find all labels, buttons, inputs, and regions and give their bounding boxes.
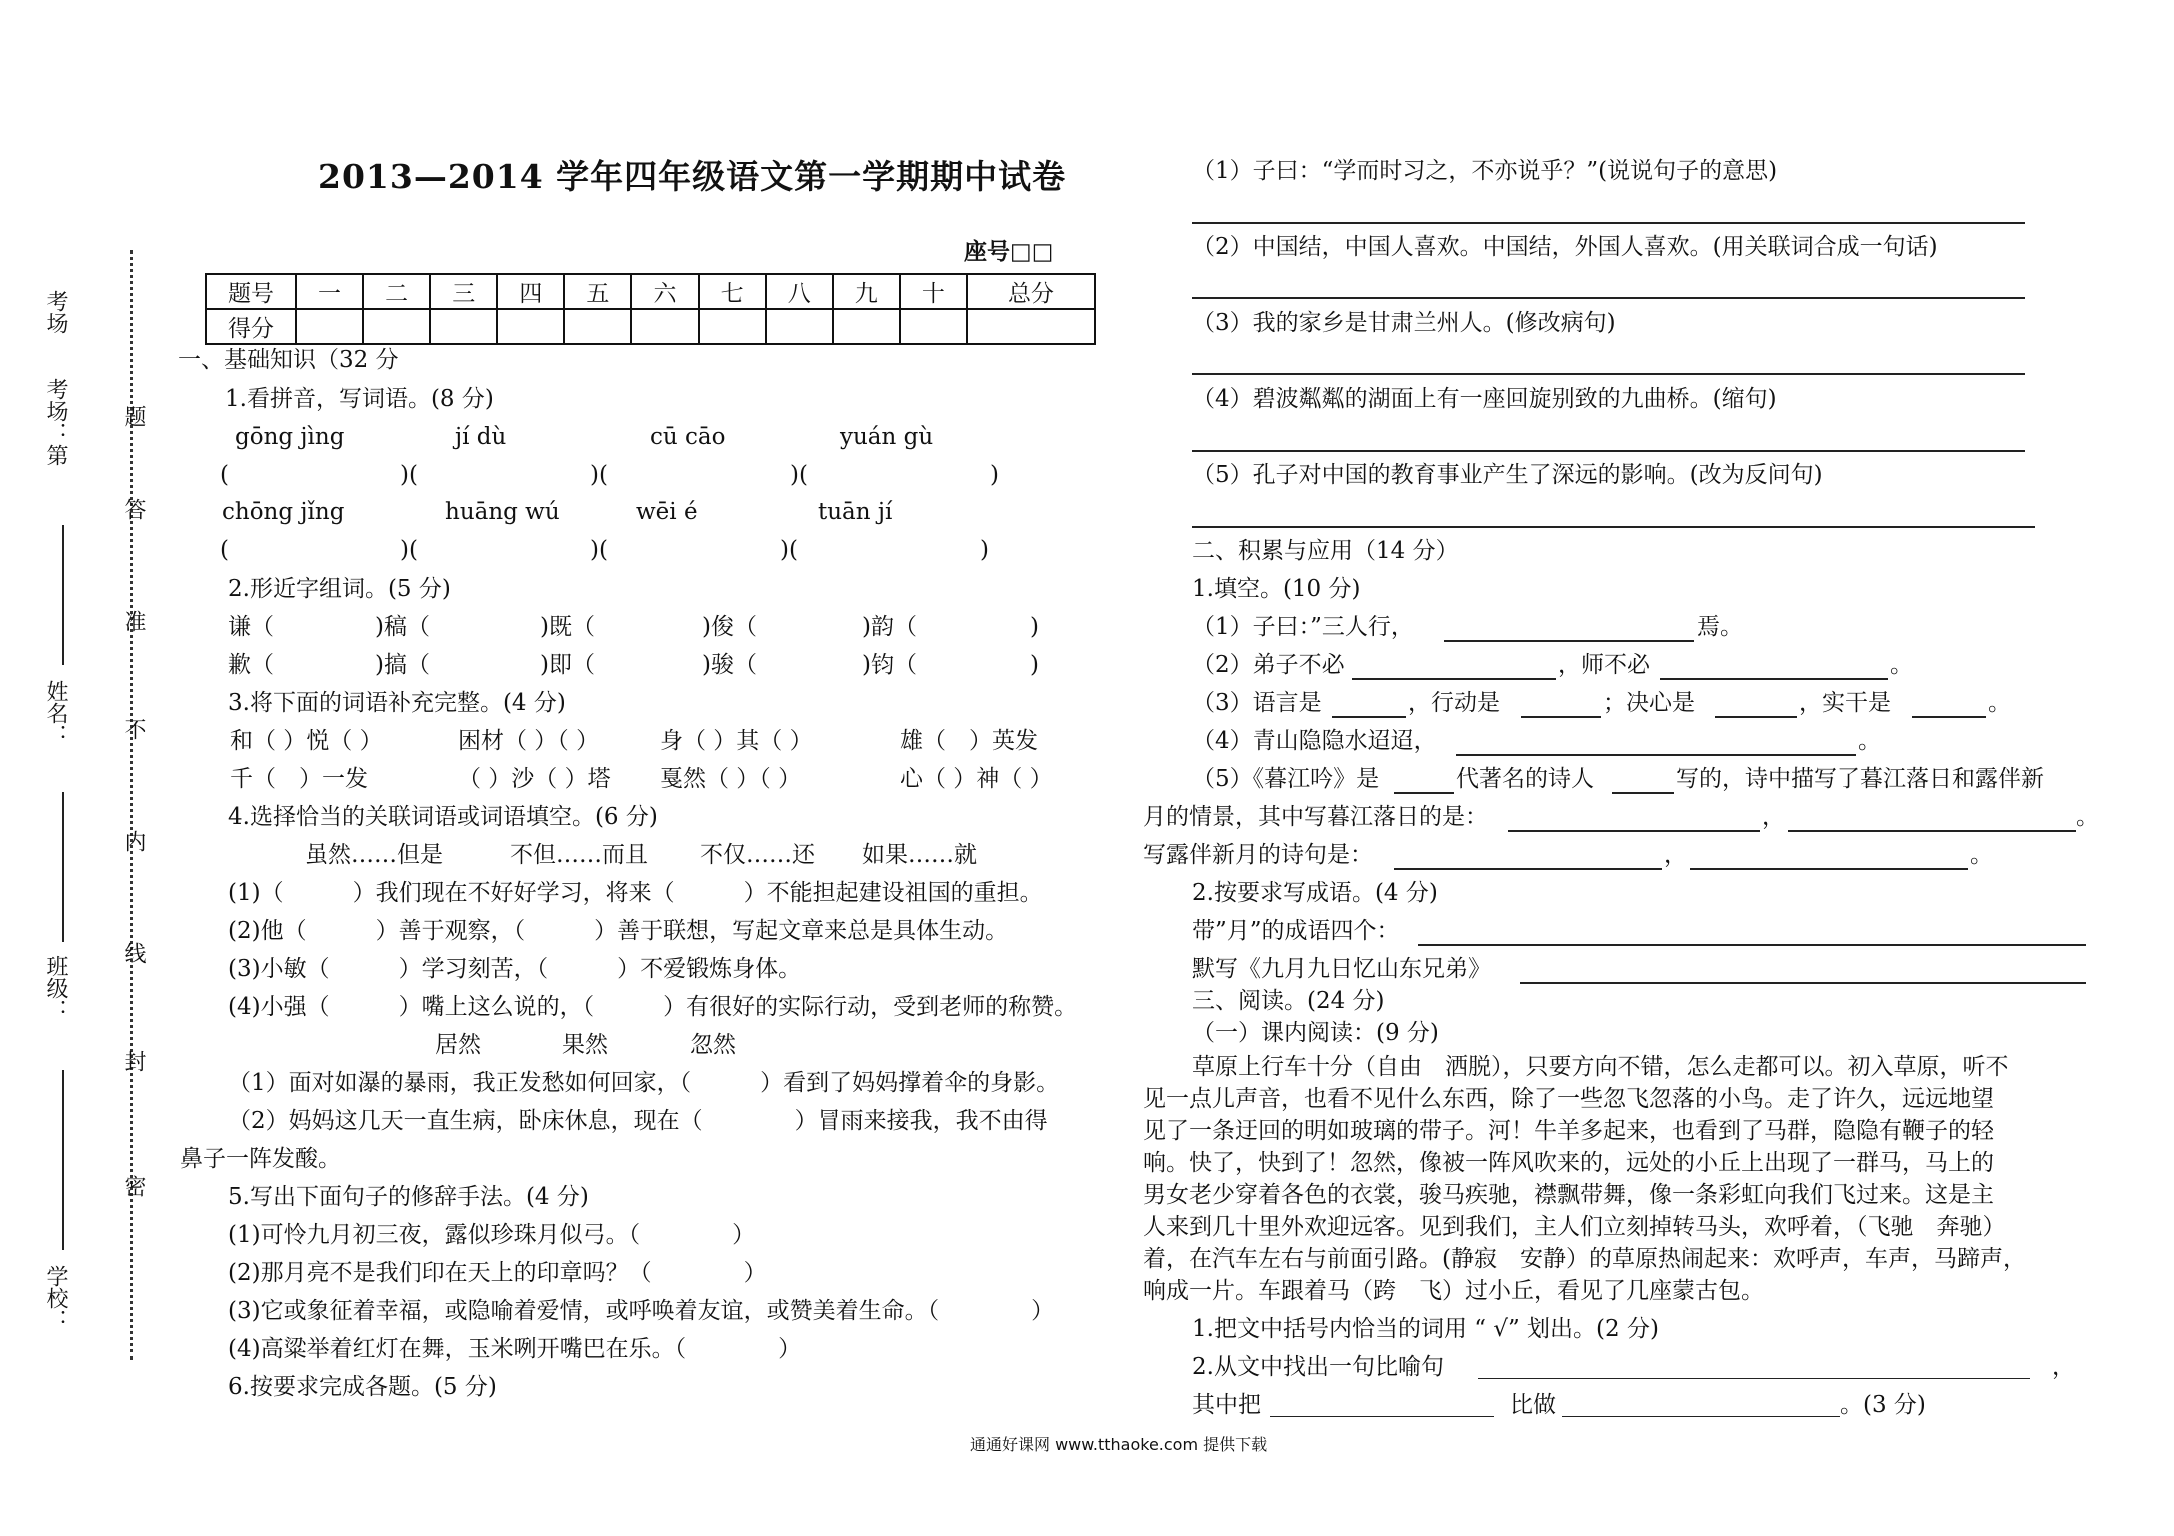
blank-line [1508, 830, 1760, 832]
q2-item: ) [1030, 614, 1039, 640]
passage-line: 草原上行车十分（自由 洒脱），只要方向不错，怎么走都可以。初入草原，听不 [1192, 1054, 2009, 1080]
pinyin-2: jí dù [455, 424, 507, 450]
q3-item: 困材（ ）（ ） [458, 728, 600, 754]
q5-heading: 5.写出下面句子的修辞手法。(4 分) [228, 1184, 589, 1210]
idiom-heading: 2.按要求写成语。(4 分) [1192, 880, 1438, 906]
passage-line: 见了一条迂回的明如玻璃的带子。河！牛羊多起来，也看到了马群，隐隐有鞭子的轻 [1143, 1118, 1994, 1144]
fill-1-end: 焉。 [1697, 614, 1743, 640]
q6-4: （4）碧波粼粼的湖面上有一座回旋别致的九曲桥。(缩句) [1192, 386, 1777, 412]
q3-item: 和（ ）悦（ ） [230, 728, 383, 754]
q6-3: （3）我的家乡是甘肃兰州人。(修改病句) [1192, 310, 1616, 336]
q4-sentence-2: (2)他（ ）善于观察，（ ）善于联想，写起文章来总是具体生动。 [228, 918, 1009, 944]
cell-total: 总分 [967, 274, 1095, 309]
fill-5-i: 。 [1970, 842, 1993, 868]
cell-q2: 二 [363, 274, 430, 309]
cell-q9: 九 [833, 274, 900, 309]
fill-5-f: 。 [2076, 804, 2099, 830]
passage-line: 响成一片。车跟着马（跨 飞）过小丘，看见了几座蒙古包。 [1143, 1278, 1764, 1304]
cell-q5: 五 [564, 274, 631, 309]
q4-sentence-3: (3)小敏（ ）学习刻苦，（ ）不爱锻炼身体。 [228, 956, 802, 982]
section-3-heading: 三、阅读。(24 分) [1192, 988, 1385, 1014]
fill-4-text: （4）青山隐隐水迢迢， [1192, 728, 1437, 754]
q4-option: 忽然 [690, 1032, 736, 1058]
q2-item: 歉（ [228, 652, 274, 678]
score-header-row [206, 274, 1095, 309]
score-cell [833, 309, 900, 344]
pinyin-5: chōng jǐng [222, 499, 345, 525]
answer-line [1192, 450, 2025, 452]
passage-line: 见一点儿声音，也看不见什么东西，除了一些忽飞忽落的小鸟。走了许久，远远地望 [1143, 1086, 1994, 1112]
score-cell [363, 309, 430, 344]
q6-1: （1）子曰：“学而时习之，不亦说乎？”(说说句子的意思) [1192, 158, 1778, 184]
q3-item: （ ）沙（ ）塔 [458, 766, 611, 792]
fill-5-b: 代著名的诗人 [1456, 766, 1594, 792]
footer-credit: 通通好课网 www.tthaoke.com 提供下载 [970, 1435, 1268, 1454]
blank-line [1562, 1416, 1840, 1417]
reading-q2-b: ， [2052, 1354, 2075, 1380]
q4-option: 如果……就 [862, 842, 977, 868]
q4-option: 不但……而且 [510, 842, 648, 868]
seal-char-2: 答 [121, 498, 146, 520]
blank-line [1715, 716, 1797, 718]
fill-heading: 1.填空。(10 分) [1192, 576, 1361, 602]
score-value-row [206, 309, 1095, 344]
q4-option: 居然 [435, 1032, 481, 1058]
q3-item: 千（ ）一发 [230, 766, 368, 792]
fill-5-h: ， [1664, 842, 1687, 868]
blank-line [1352, 678, 1556, 680]
q5-sentence-2: (2)那月亮不是我们印在天上的印章吗？（ ） [228, 1260, 767, 1286]
cell-tihao: 题号 [206, 274, 296, 309]
q2-item: )既（ [540, 614, 595, 640]
q4-sentence-5: （1）面对如瀑的暴雨，我正发愁如何回家，（ ）看到了妈妈撑着伞的身影。 [228, 1070, 1060, 1096]
bracket: ) [990, 462, 999, 488]
fill-5-d: 月的情景，其中写暮江落日的是： [1143, 804, 1488, 830]
cell-q8: 八 [766, 274, 833, 309]
bracket: ( [220, 462, 229, 488]
q4-sentence-6-cont: 鼻子一阵发酸。 [180, 1146, 341, 1172]
seal-char-8: 密 [121, 1175, 146, 1197]
fill-5-g: 写露伴新月的诗句是： [1143, 842, 1373, 868]
fill-3-d: ，实干是 [1799, 690, 1891, 716]
school-line [62, 1070, 64, 1250]
class-line [62, 792, 64, 942]
pinyin-7: wēi é [636, 499, 698, 525]
fill-5-c: 写的，诗中描写了暮江落日和露伴新 [1676, 766, 2044, 792]
q2-item: ) [1030, 652, 1039, 678]
seal-char-7: 封 [121, 1050, 146, 1072]
cell-q1: 一 [296, 274, 363, 309]
q4-heading: 4.选择恰当的关联词语或词语填空。(6 分) [228, 804, 658, 830]
q6-5: （5）孔子对中国的教育事业产生了深远的影响。(改为反问句) [1192, 462, 1823, 488]
exam-title: 2013—2014 学年四年级语文第一学期期中试卷 [318, 157, 1067, 196]
fill-3-c: ；决心是 [1603, 690, 1695, 716]
seal-char-5: 内 [121, 830, 146, 852]
score-cell [497, 309, 564, 344]
blank-line [1418, 944, 2086, 946]
q6-heading: 6.按要求完成各题。(5 分) [228, 1374, 497, 1400]
answer-line [1192, 526, 2035, 528]
q2-item: )钧（ [862, 652, 917, 678]
q2-item: )稿（ [375, 614, 430, 640]
score-cell [967, 309, 1095, 344]
blank-line [1660, 678, 1888, 680]
fill-3-text: （3）语言是 [1192, 690, 1322, 716]
q3-item: 戛然（ ）（ ） [660, 766, 802, 792]
fill-3-e: 。 [1988, 690, 2011, 716]
reading-1-heading: （一）课内阅读：(9 分) [1192, 1020, 1439, 1046]
answer-line [1192, 297, 2025, 299]
cell-defen: 得分 [206, 309, 296, 344]
cell-q7: 七 [699, 274, 766, 309]
cell-q6: 六 [631, 274, 698, 309]
passage-line: 男女老少穿着各色的衣裳，骏马疾驰，襟飘带舞，像一条彩虹向我们飞过来。这是主 [1143, 1182, 1994, 1208]
q4-option: 不仅……还 [700, 842, 815, 868]
q3-item: 雄（ ）英发 [900, 728, 1038, 754]
bracket: )( [790, 462, 808, 488]
blank-line [1456, 754, 1856, 756]
q2-heading: 2.形近字组词。(5 分) [228, 576, 451, 602]
q5-sentence-3: (3)它或象征着幸福，或隐喻着爱情，或呼唤着友谊，或赞美着生命。（ ） [228, 1298, 1055, 1324]
fill-2-mid: ，师不必 [1558, 652, 1650, 678]
seal-char-4: 不 [121, 718, 146, 740]
score-cell [766, 309, 833, 344]
reading-q2-d: 比做 [1510, 1392, 1556, 1418]
reading-q2-e: 。(3 分) [1840, 1392, 1926, 1418]
margin-kaochang-no-label: 考场：第 [43, 378, 68, 466]
passage-line: 着，在汽车左右与前面引路。(静寂 安静）的草原热闹起来：欢呼声，车声，马蹄声， [1143, 1246, 2026, 1272]
section-1-heading: 一、基础知识（32 分 [178, 347, 399, 373]
q3-item: 身（ ）其（ ） [660, 728, 813, 754]
blank-line [1332, 716, 1406, 718]
q2-item: )俊（ [702, 614, 757, 640]
fill-2-text: （2）弟子不必 [1192, 652, 1345, 678]
section-2-heading: 二、积累与应用（14 分） [1192, 538, 1459, 564]
q2-item: )韵（ [862, 614, 917, 640]
fill-2-end: 。 [1890, 652, 1913, 678]
q3-heading: 3.将下面的词语补充完整。(4 分) [228, 690, 566, 716]
margin-class-label: 班级： [43, 955, 68, 1021]
score-cell [296, 309, 363, 344]
blank-line [1912, 716, 1986, 718]
seal-char-1: 题 [121, 405, 146, 427]
fill-5-a: （5）《暮江吟》是 [1192, 766, 1380, 792]
cell-q10: 十 [900, 274, 967, 309]
pinyin-4: yuán gù [840, 424, 934, 450]
margin-school-label: 学校： [43, 1265, 68, 1331]
answer-line [1192, 373, 2025, 375]
bracket: ( [220, 537, 229, 563]
idiom-2-text: 默写《九月九日忆山东兄弟》 [1192, 956, 1491, 982]
blank-line [1270, 1416, 1494, 1417]
bracket: )( [400, 537, 418, 563]
reading-q1: 1.把文中括号内恰当的词用 “ √” 划出。(2 分) [1192, 1316, 1659, 1342]
blank-line [1690, 868, 1968, 870]
blank-line [1521, 716, 1601, 718]
q2-item: 谦（ [228, 614, 274, 640]
seal-char-3: 准 [121, 610, 146, 632]
blank-line [1788, 830, 2076, 832]
bracket: )( [780, 537, 798, 563]
score-table [205, 273, 1096, 345]
q4-sentence-1: (1)（ ）我们现在不好好学习，将来（ ）不能担起建设祖国的重担。 [228, 880, 1043, 906]
pinyin-1: gōng jìng [235, 424, 345, 450]
blank-line [1520, 982, 2086, 984]
fill-5-e: ， [1762, 804, 1785, 830]
cell-q4: 四 [497, 274, 564, 309]
blank-line [1444, 640, 1694, 642]
passage-line: 人来到几十里外欢迎远客。见到我们，主人们立刻掉转马头，欢呼着，（飞驰 奔驰） [1143, 1214, 2006, 1240]
name-line [62, 525, 64, 665]
seat-number: 座号□□ [964, 238, 1054, 265]
q4-option: 果然 [562, 1032, 608, 1058]
reading-q2-c: 其中把 [1192, 1392, 1261, 1418]
fill-4-end: 。 [1858, 728, 1881, 754]
bracket: )( [590, 537, 608, 563]
q5-sentence-1: (1)可怜九月初三夜，露似珍珠月似弓。（ ） [228, 1222, 756, 1248]
blank-line [1478, 1378, 2030, 1379]
bracket: )( [590, 462, 608, 488]
q4-sentence-6: （2）妈妈这几天一直生病，卧床休息，现在（ ）冒雨来接我，我不由得 [228, 1108, 1048, 1134]
q3-item: 心（ ）神（ ） [900, 766, 1053, 792]
seal-char-6: 线 [121, 942, 146, 964]
idiom-1-text: 带”月”的成语四个： [1192, 918, 1400, 944]
passage-line: 响。快了，快到了！忽然，像被一阵风吹来的，远处的小丘上出现了一群马，马上的 [1143, 1150, 1994, 1176]
pinyin-8: tuān jí [818, 499, 893, 525]
q1-heading: 1.看拼音，写词语。(8 分) [225, 386, 494, 412]
fill-3-b: ，行动是 [1408, 690, 1500, 716]
pinyin-6: huāng wú [445, 499, 560, 525]
bracket: ) [980, 537, 989, 563]
blank-line [1394, 792, 1454, 794]
score-cell [900, 309, 967, 344]
q4-sentence-4: (4)小强（ ）嘴上这么说的，（ ）有很好的实际行动，受到老师的称赞。 [228, 994, 1078, 1020]
score-cell [564, 309, 631, 344]
score-cell [430, 309, 497, 344]
fill-1-text: （1）子曰：”三人行， [1192, 614, 1414, 640]
q2-item: )搞（ [375, 652, 430, 678]
blank-line [1612, 792, 1674, 794]
reading-q2-a: 2.从文中找出一句比喻句 [1192, 1354, 1444, 1380]
q5-sentence-4: (4)高粱举着红灯在舞，玉米咧开嘴巴在乐。（ ） [228, 1336, 802, 1362]
q2-item: )即（ [540, 652, 595, 678]
margin-kaochang-label: 考场 [43, 290, 68, 334]
pinyin-3: cū cāo [650, 424, 726, 450]
bracket: )( [400, 462, 418, 488]
score-cell [699, 309, 766, 344]
q4-option: 虽然……但是 [305, 842, 443, 868]
score-cell [631, 309, 698, 344]
blank-line [1394, 868, 1662, 870]
cell-q3: 三 [430, 274, 497, 309]
margin-name-label: 姓名： [43, 680, 68, 746]
q2-item: )骏（ [702, 652, 757, 678]
q6-2: （2）中国结，中国人喜欢。中国结，外国人喜欢。(用关联词合成一句话) [1192, 234, 1938, 260]
answer-line [1192, 222, 2025, 224]
